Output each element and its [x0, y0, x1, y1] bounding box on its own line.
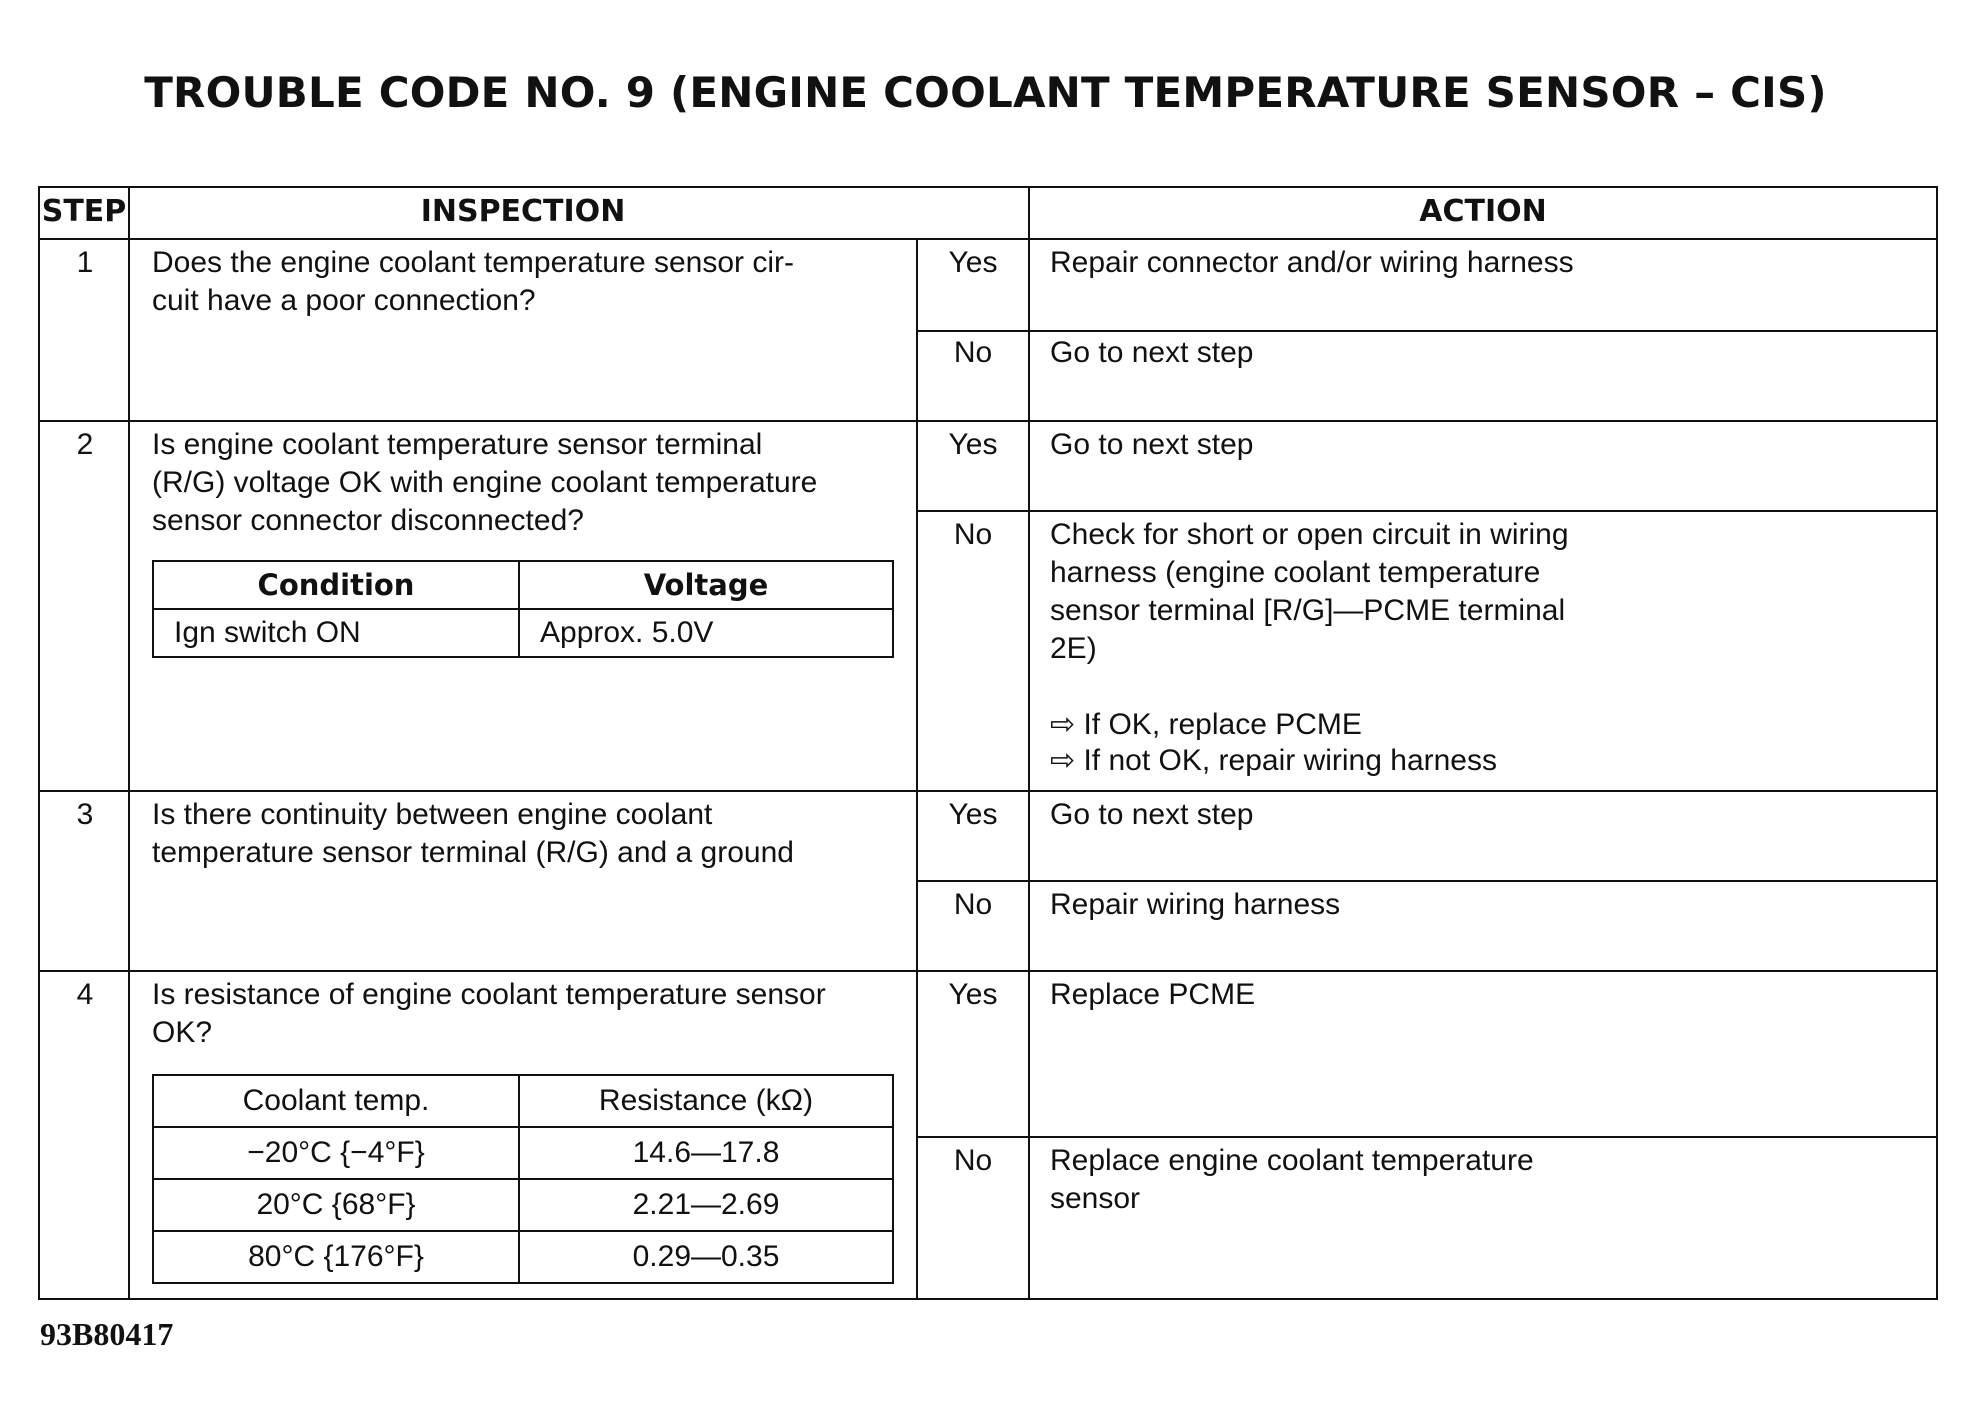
yes-action: Repair connector and/or wiring harness — [1050, 246, 1574, 279]
yes-action: Go to next step — [1050, 798, 1254, 831]
table-cell: 0.29—0.35 — [519, 1231, 893, 1283]
page-title: TROUBLE CODE NO. 9 (ENGINE COOLANT TEMPERATURE SENSOR – CIS) — [144, 68, 1827, 117]
divider — [40, 238, 1936, 240]
reference-code: 93B80417 — [40, 1316, 174, 1352]
header-action: ACTION — [1419, 194, 1547, 229]
step-inspection: Does the engine coolant temperature sensor cir- cuit have a poor connection? — [152, 246, 795, 317]
no-action: Check for short or open circuit in wiring harness (engine coolant temperature sensor terminal [R/G]—PCME terminal 2E) — [1050, 518, 1569, 665]
divider — [916, 1136, 1936, 1138]
divider — [916, 238, 918, 1298]
no-action: Repair wiring harness — [1050, 888, 1341, 921]
yes-action: Go to next step — [1050, 428, 1254, 461]
table-cell: Approx. 5.0V — [519, 609, 893, 657]
table-cell: 20°C {68°F} — [153, 1179, 519, 1231]
step-number: 1 — [76, 246, 94, 279]
divider — [40, 790, 1936, 792]
step-number: 4 — [76, 978, 94, 1011]
no-action-bullet: ⇨ If OK, replace PCME — [1050, 708, 1362, 741]
step-number: 2 — [76, 428, 94, 461]
step-inspection: Is resistance of engine coolant temperature sensor OK? — [152, 978, 826, 1049]
divider — [40, 420, 1936, 422]
table-header: Resistance (kΩ) — [519, 1075, 893, 1127]
yes-label: Yes — [948, 978, 998, 1011]
header-step: STEP — [41, 194, 127, 229]
resistance-table — [152, 1074, 894, 1284]
table-header: Voltage — [519, 561, 893, 609]
no-action: Go to next step — [1050, 336, 1254, 369]
table-cell: 80°C {176°F} — [153, 1231, 519, 1283]
step-number: 3 — [76, 798, 94, 831]
table-header: Coolant temp. — [153, 1075, 519, 1127]
table-cell: 2.21—2.69 — [519, 1179, 893, 1231]
divider — [916, 330, 1936, 332]
trouble-code-table — [38, 186, 1938, 1300]
voltage-table — [152, 560, 894, 658]
divider — [916, 510, 1936, 512]
yes-label: Yes — [948, 428, 998, 461]
no-action: Replace engine coolant temperature sensor — [1050, 1144, 1534, 1215]
divider — [1028, 188, 1030, 1298]
divider — [916, 880, 1936, 882]
no-label: No — [953, 518, 993, 551]
yes-label: Yes — [948, 246, 998, 279]
divider — [40, 970, 1936, 972]
step-inspection: Is engine coolant temperature sensor terminal (R/G) voltage OK with engine coolant temperature sensor connector disconnected? — [152, 428, 818, 537]
table-cell: Ign switch ON — [153, 609, 519, 657]
no-action-bullet: ⇨ If not OK, repair wiring harness — [1050, 744, 1497, 777]
yes-action: Replace PCME — [1050, 978, 1256, 1011]
no-label: No — [953, 336, 993, 369]
no-label: No — [953, 1144, 993, 1177]
header-inspection: INSPECTION — [420, 194, 626, 229]
table-cell: −20°C {−4°F} — [153, 1127, 519, 1179]
yes-label: Yes — [948, 798, 998, 831]
divider — [128, 188, 130, 1298]
step-inspection: Is there continuity between engine coolant temperature sensor terminal (R/G) and a ground — [152, 798, 794, 869]
table-header: Condition — [153, 561, 519, 609]
table-cell: 14.6—17.8 — [519, 1127, 893, 1179]
no-label: No — [953, 888, 993, 921]
